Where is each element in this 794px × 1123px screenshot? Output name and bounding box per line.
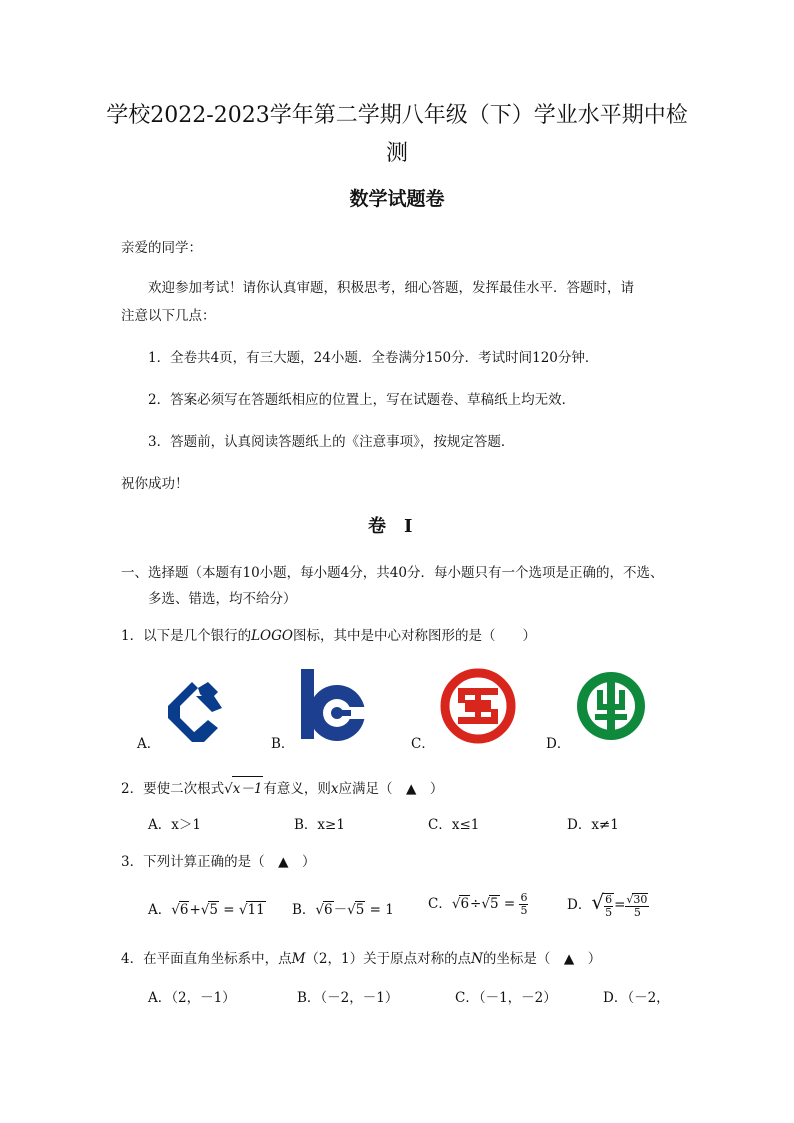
note-1: 1．全卷共4页，有三大题，24小题．全卷满分150分．考试时间120分钟． <box>148 350 599 366</box>
rhs-value: 1 <box>385 902 394 918</box>
logo-c-icon <box>440 668 516 744</box>
wish: 祝你成功！ <box>121 476 189 492</box>
equals: = <box>223 902 235 918</box>
q2-option-d: D．x≠1 <box>567 817 619 833</box>
q1-option-c-label: C． <box>411 736 435 752</box>
radicand: 6 <box>179 902 189 918</box>
intro-line1: 欢迎参加考试！请你认真审题，积极思考，细心答题，发挥最佳水平．答题时，请 <box>148 280 634 296</box>
q2-option-b: B．x≥1 <box>294 817 345 833</box>
sqrt-icon: √ <box>171 902 180 918</box>
part1-line2: 多选、错选，均不给分） <box>148 591 297 607</box>
q2-prefix: 2．要使二次根式 <box>121 781 225 797</box>
radicand: 6 <box>460 896 470 912</box>
note-2: 2．答案必须写在答题纸相应的位置上，写在试题卷、草稿纸上均无效． <box>148 392 576 408</box>
sqrt-icon: √ <box>315 902 325 918</box>
page-title-line1: 学校2022-2023学年第二学期八年级（下）学业水平期中检 <box>106 103 688 128</box>
radicand: 6 <box>324 902 333 918</box>
q2-var: x <box>330 781 339 797</box>
equals: = <box>614 897 626 913</box>
q2-stem <box>121 776 443 797</box>
fraction <box>603 893 614 919</box>
logo-b-icon <box>297 665 373 743</box>
sqrt-icon: √ <box>238 902 248 918</box>
intro-line2: 注意以下几点： <box>121 308 216 324</box>
q3-option-a <box>148 898 266 918</box>
q3-option-b-label: B． <box>292 902 316 918</box>
q2-radicand: x－1 <box>232 776 264 797</box>
q4-option-b: B．（－2，－1） <box>297 990 399 1006</box>
numerator-sqrt: √30 <box>626 892 648 906</box>
q4-option-a: A．（2，－1） <box>148 990 236 1006</box>
greeting: 亲爱的同学： <box>121 240 202 256</box>
sqrt-icon: √ <box>481 896 490 912</box>
radicand: 5 <box>209 902 218 918</box>
denominator: 5 <box>520 904 528 917</box>
q2-middle: 有意义，则 <box>263 781 331 797</box>
fraction <box>625 893 649 919</box>
q4-suffix: 的坐标是（ ▲ ） <box>482 951 602 967</box>
q3-option-c-label: C． <box>428 896 452 912</box>
q1-option-b-label: B． <box>271 736 295 752</box>
logo-d-icon <box>573 668 649 744</box>
q1-logo-word: LOGO <box>251 628 293 644</box>
q2-option-a: A．x＞1 <box>148 817 201 833</box>
q4-option-d: D．（－2， <box>603 990 670 1006</box>
page-subtitle: 数学试题卷 <box>349 188 445 210</box>
q1-suffix: 图标，其中是中心对称图形的是（ ） <box>292 628 536 644</box>
q3-option-d <box>567 890 649 919</box>
q2-suffix: 应满足（ ▲ ） <box>338 781 444 797</box>
sqrt-icon: √ <box>451 896 461 912</box>
logo-a-icon <box>160 680 230 744</box>
operator: + <box>189 902 201 918</box>
q4-coords: （2，1）关于原点对称的点 <box>305 951 472 967</box>
q4-stem <box>121 947 601 967</box>
operator: ÷ <box>470 896 482 912</box>
q3-option-b <box>292 898 394 918</box>
radicand: 30 <box>633 892 648 906</box>
q1-prefix: 1．以下是几个银行的 <box>121 628 252 644</box>
denominator: 5 <box>633 905 641 919</box>
radicand: 5 <box>355 902 365 918</box>
q1-option-d-label: D． <box>546 736 571 752</box>
sqrt-icon: √ <box>200 902 210 918</box>
radicand: 11 <box>247 902 265 918</box>
section-title: 卷 Ⅰ <box>368 516 413 537</box>
denominator: 5 <box>605 905 613 919</box>
numerator: 6 <box>605 892 613 906</box>
page-title-line2: 测 <box>385 141 408 166</box>
q1-stem <box>121 624 536 644</box>
radicand: 5 <box>489 896 499 912</box>
sqrt-icon: √ <box>591 890 605 914</box>
sqrt-icon: √ <box>347 902 356 918</box>
q3-option-c <box>428 892 528 917</box>
fraction <box>519 892 528 917</box>
q4-prefix: 4．在平面直角坐标系中，点 <box>121 951 292 967</box>
q3-option-d-label: D． <box>567 897 592 913</box>
q3-option-a-label: A． <box>148 902 172 918</box>
operator: － <box>333 902 348 918</box>
q4-option-c: C．（－1，－2） <box>455 990 557 1006</box>
q2-option-c: C．x≤1 <box>428 817 480 833</box>
q1-option-a-label: A． <box>137 736 161 752</box>
note-3: 3．答题前，认真阅读答题纸上的《注意事项》，按规定答题． <box>148 434 515 450</box>
q4-point-m: M <box>291 951 306 967</box>
equals: = <box>369 902 381 918</box>
part1-line1: 一、选择题（本题有10小题，每小题4分，共40分．每小题只有一个选项是正确的，不选、 <box>121 565 664 581</box>
q4-point-n: N <box>471 951 483 967</box>
numerator: 6 <box>520 891 528 904</box>
equals: = <box>503 896 516 912</box>
q2-sqrt-icon: √ <box>224 781 233 797</box>
q3-stem: 3．下列计算正确的是（ ▲ ） <box>121 854 316 870</box>
